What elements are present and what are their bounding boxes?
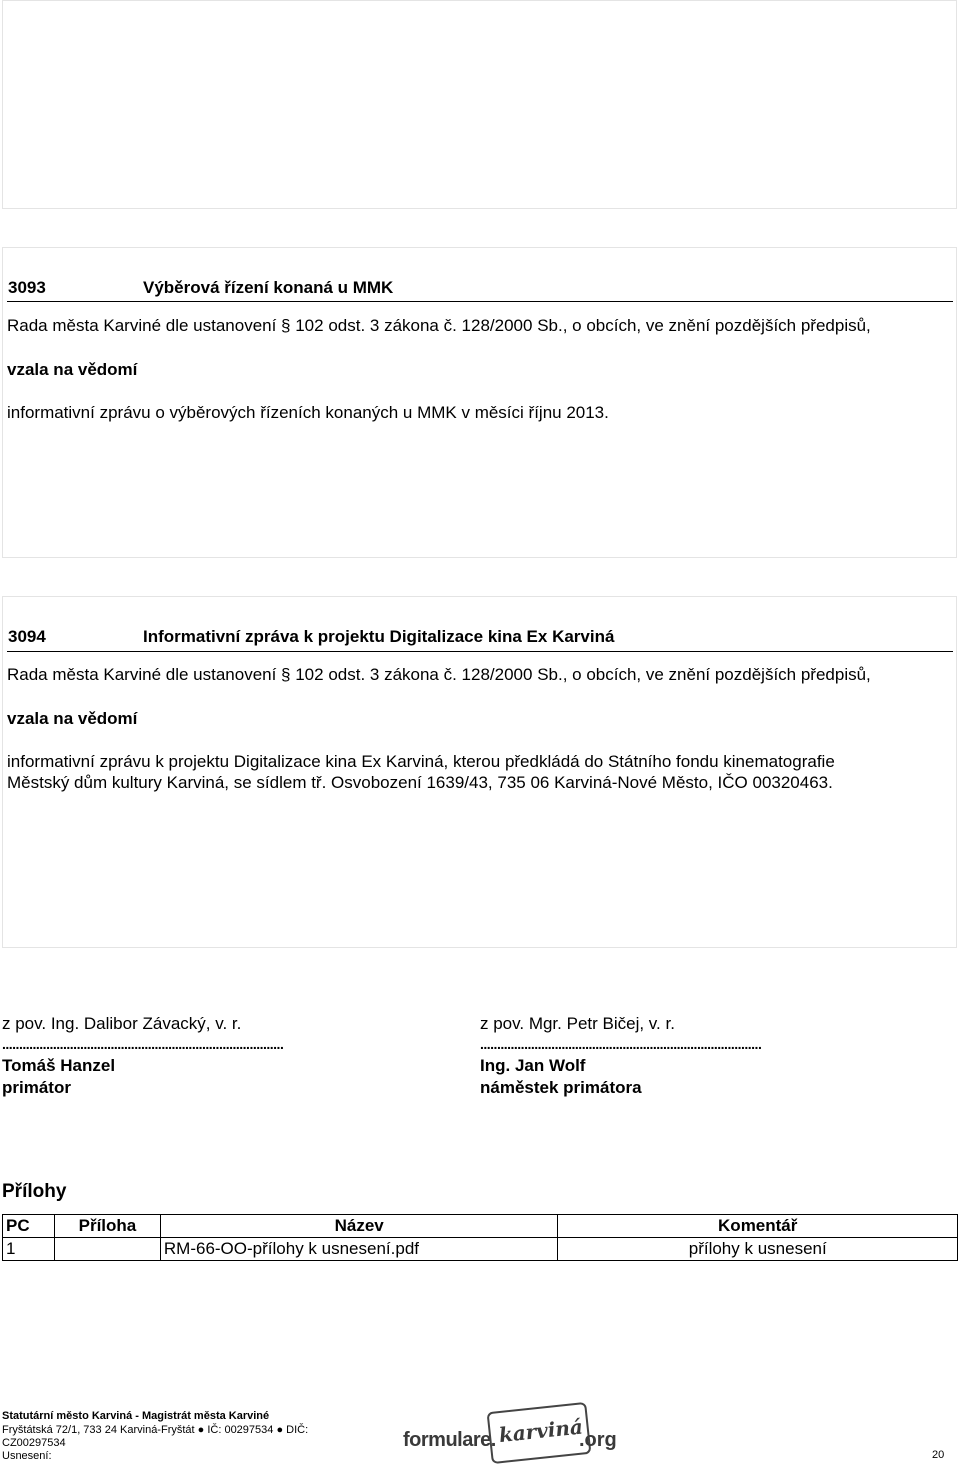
- signatory-role: náměstek primátora: [480, 1078, 642, 1097]
- signature-on-behalf: z pov. Ing. Dalibor Závacký, v. r.: [2, 1014, 242, 1033]
- karvina-badge-icon: [487, 1402, 592, 1464]
- resolution-preamble: Rada města Karviné dle ustanovení § 102 odst. 3 zákona č. 128/2000 Sb., o obcích, ve znění pozdějších předpisů,: [7, 665, 871, 684]
- footer-org: Statutární město Karviná - Magistrát města Karviné: [2, 1410, 270, 1422]
- signatory-role: primátor: [2, 1078, 71, 1097]
- cell-name[interactable]: RM-66-OO-přílohy k usnesení.pdf: [160, 1238, 558, 1261]
- signatory-name: Tomáš Hanzel: [2, 1056, 116, 1075]
- attachments-heading: Přílohy: [2, 1181, 67, 1202]
- footer-address: Fryštátská 72/1, 733 24 Karviná-Fryštát ● IČ: 00297534 ● DIČ:: [2, 1424, 309, 1436]
- resolution-body-line: Městský dům kultury Karviná, se sídlem tř. Osvobození 1639/43, 735 06 Karviná-Nové Město, IČO 00320463.: [7, 773, 833, 792]
- resolution-number: 3094: [8, 627, 46, 646]
- resolution-title: Výběrová řízení konaná u MMK: [143, 278, 394, 297]
- cell-pc: 1: [3, 1238, 55, 1261]
- column-header-attachment: Příloha: [54, 1215, 160, 1238]
- title-rule: [7, 301, 953, 302]
- resolution-preamble: Rada města Karviné dle ustanovení § 102 odst. 3 zákona č. 128/2000 Sb., o obcích, ve znění pozdějších předpisů,: [7, 316, 871, 335]
- logo-mid-text: karviná: [497, 1414, 584, 1448]
- cell-attachment: [54, 1238, 160, 1261]
- signature-line: ...................................................................................: [2, 1036, 284, 1052]
- page-number: 20: [932, 1449, 945, 1461]
- resolution-frame-3094: [2, 596, 957, 948]
- table-header-row: [3, 1215, 958, 1238]
- formulare-logo: [403, 1405, 615, 1465]
- logo-right-text: .org: [579, 1429, 617, 1451]
- resolution-body-line: informativní zprávu o výběrových řízeních konaných u MMK v měsíci říjnu 2013.: [7, 403, 609, 422]
- attachments-table: [2, 1214, 958, 1261]
- top-frame: [2, 0, 957, 209]
- resolution-verb: vzala na vědomí: [7, 709, 138, 728]
- logo-left-text: formulare.: [403, 1429, 496, 1451]
- footer-usneseni-label: Usnesení:: [2, 1450, 52, 1462]
- signature-on-behalf: z pov. Mgr. Petr Bičej, v. r.: [480, 1014, 675, 1033]
- column-header-pc: PC: [3, 1215, 55, 1238]
- footer-dic: CZ00297534: [2, 1437, 66, 1449]
- title-rule: [7, 651, 953, 652]
- cell-comment: přílohy k usnesení: [558, 1238, 958, 1261]
- resolution-verb: vzala na vědomí: [7, 360, 138, 379]
- resolution-body-line: informativní zprávu k projektu Digitalizace kina Ex Karviná, kterou předkládá do Státního fondu kinematografie: [7, 752, 835, 771]
- signatory-name: Ing. Jan Wolf: [480, 1056, 586, 1075]
- column-header-name: Název: [160, 1215, 558, 1238]
- table-row: [3, 1238, 958, 1261]
- column-header-comment: Komentář: [558, 1215, 958, 1238]
- resolution-number: 3093: [8, 278, 46, 297]
- signature-line: ...................................................................................: [480, 1036, 762, 1052]
- resolution-title: Informativní zpráva k projektu Digitalizace kina Ex Karviná: [143, 627, 615, 646]
